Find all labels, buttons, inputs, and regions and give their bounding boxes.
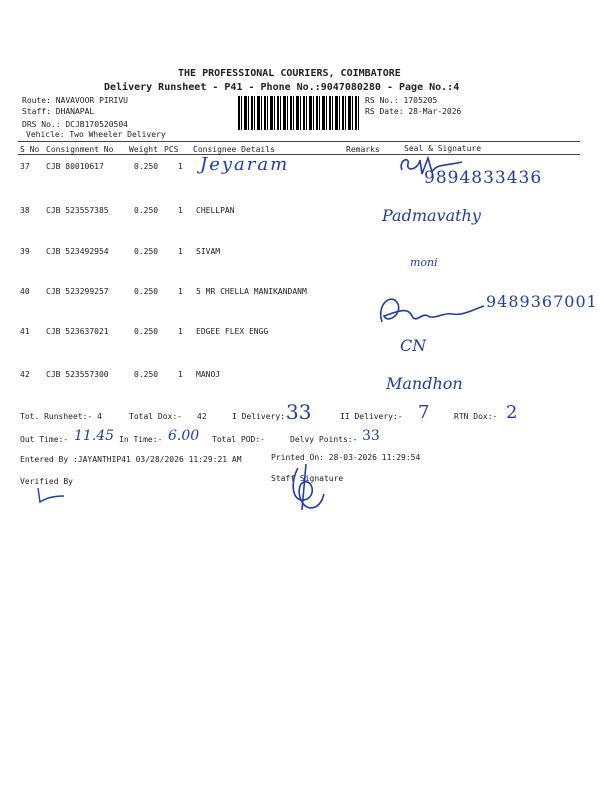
row-pcs: 1	[178, 287, 183, 296]
table-row	[18, 327, 580, 375]
verified-by: Verified By	[20, 477, 73, 486]
i-delivery-label: I Delivery:-	[232, 412, 290, 421]
col-seal: Seal & Signature	[404, 144, 482, 153]
rtn-dox-label: RTN Dox:-	[454, 412, 498, 421]
col-remarks: Remarks	[346, 145, 380, 154]
in-time-label: In Time:-	[119, 435, 163, 444]
row-consignment: CJB 523637021	[46, 327, 109, 336]
verified-signature	[36, 486, 66, 506]
row-consignment: CJB 80010617	[46, 162, 104, 171]
ii-delivery-label: II Delivery:-	[340, 412, 403, 421]
row-consignment: CJB 523299257	[46, 287, 109, 296]
row-details: CHELLPAN	[196, 206, 235, 215]
row-pcs: 1	[178, 206, 183, 215]
staff: Staff: DHANAPAL	[22, 107, 95, 116]
row-pcs: 1	[178, 247, 183, 256]
row-pcs: 1	[178, 327, 183, 336]
rs-no: RS No.: 1705205	[365, 96, 438, 105]
handwritten-name-row42: Mandhon	[386, 374, 463, 393]
drs-no: DRS No.: DCJB170520504	[22, 120, 128, 129]
total-dox-label: Total Dox:-	[129, 412, 182, 421]
in-time-value: 6.00	[168, 428, 200, 444]
delvy-points-value: 33	[362, 428, 380, 444]
row-weight: 0.250	[134, 206, 159, 215]
runsheet-title: Delivery Runsheet - P41 - Phone No.:9047080280 - Page No.:4	[104, 82, 460, 93]
row-weight: 0.250	[134, 287, 159, 296]
row-consignment: CJB 523557385	[46, 206, 109, 215]
col-details: Consignee Details	[193, 145, 275, 154]
handwritten-name-row39: moni	[410, 256, 438, 269]
total-pod-label: Total POD:-	[212, 435, 265, 444]
delvy-points-label: Delvy Points:-	[290, 435, 358, 444]
col-consignment: Consignment No	[46, 145, 114, 154]
handwritten-phone-row40: 9489367001	[486, 292, 598, 311]
row-sno: 40	[20, 287, 30, 296]
row-consignment: CJB 523557300	[46, 370, 109, 379]
row-sno: 39	[20, 247, 30, 256]
route: Route: NAVAVOOR PIRIVU	[22, 96, 128, 105]
handwritten-phone-row37: 9894833436	[424, 168, 543, 188]
row-weight: 0.250	[134, 162, 159, 171]
total-dox-value: 42	[197, 412, 207, 421]
handwritten-name-row38: Padmavathy	[382, 206, 481, 225]
row-details-handwritten: Jeyaram	[200, 154, 290, 175]
row-pcs: 1	[178, 370, 183, 379]
row-pcs: 1	[178, 162, 183, 171]
row-weight: 0.250	[134, 247, 159, 256]
printed-on: Printed On: 28-03-2026 11:29:54	[271, 453, 421, 462]
row-weight: 0.250	[134, 370, 159, 379]
signature-row40	[372, 286, 492, 336]
row-sno: 41	[20, 327, 30, 336]
out-time-value: 11.45	[74, 428, 115, 444]
barcode	[238, 96, 360, 130]
header-bottom-rule	[18, 154, 580, 155]
row-details: SIVAM	[196, 247, 221, 256]
tot-runsheet: Tot. Runsheet:- 4	[20, 412, 102, 421]
row-sno: 38	[20, 206, 30, 215]
rs-date: RS Date: 28-Mar-2026	[365, 107, 462, 116]
handwritten-mark-row41: CN	[400, 336, 427, 355]
row-weight: 0.250	[134, 327, 159, 336]
out-time-label: Out Time:-	[20, 435, 69, 444]
row-details: EDGEE FLEX ENGG	[196, 327, 269, 336]
row-details: 5 MR CHELLA MANIKANDANM	[196, 287, 307, 296]
entered-by: Entered By :JAYANTHIP41 03/28/2026 11:29:21 AM	[20, 455, 242, 464]
col-weight: Weight	[129, 145, 158, 154]
row-consignment: CJB 523492954	[46, 247, 109, 256]
staff-signature	[284, 462, 328, 514]
col-sno: S No	[20, 145, 40, 154]
company-name: THE PROFESSIONAL COURIERS, COIMBATORE	[178, 68, 401, 79]
col-pcs: PCS	[164, 145, 179, 154]
rtn-dox-value: 2	[506, 402, 518, 423]
row-details: MANOJ	[196, 370, 221, 379]
row-sno: 42	[20, 370, 30, 379]
row-sno: 37	[20, 162, 30, 171]
i-delivery-value: 33	[286, 400, 312, 424]
vehicle: Vehicle: Two Wheeler Delivery	[26, 130, 166, 139]
header-top-rule	[18, 141, 580, 142]
ii-delivery-value: 7	[418, 402, 430, 423]
staff-signature-label: Staff Signature	[271, 474, 344, 483]
